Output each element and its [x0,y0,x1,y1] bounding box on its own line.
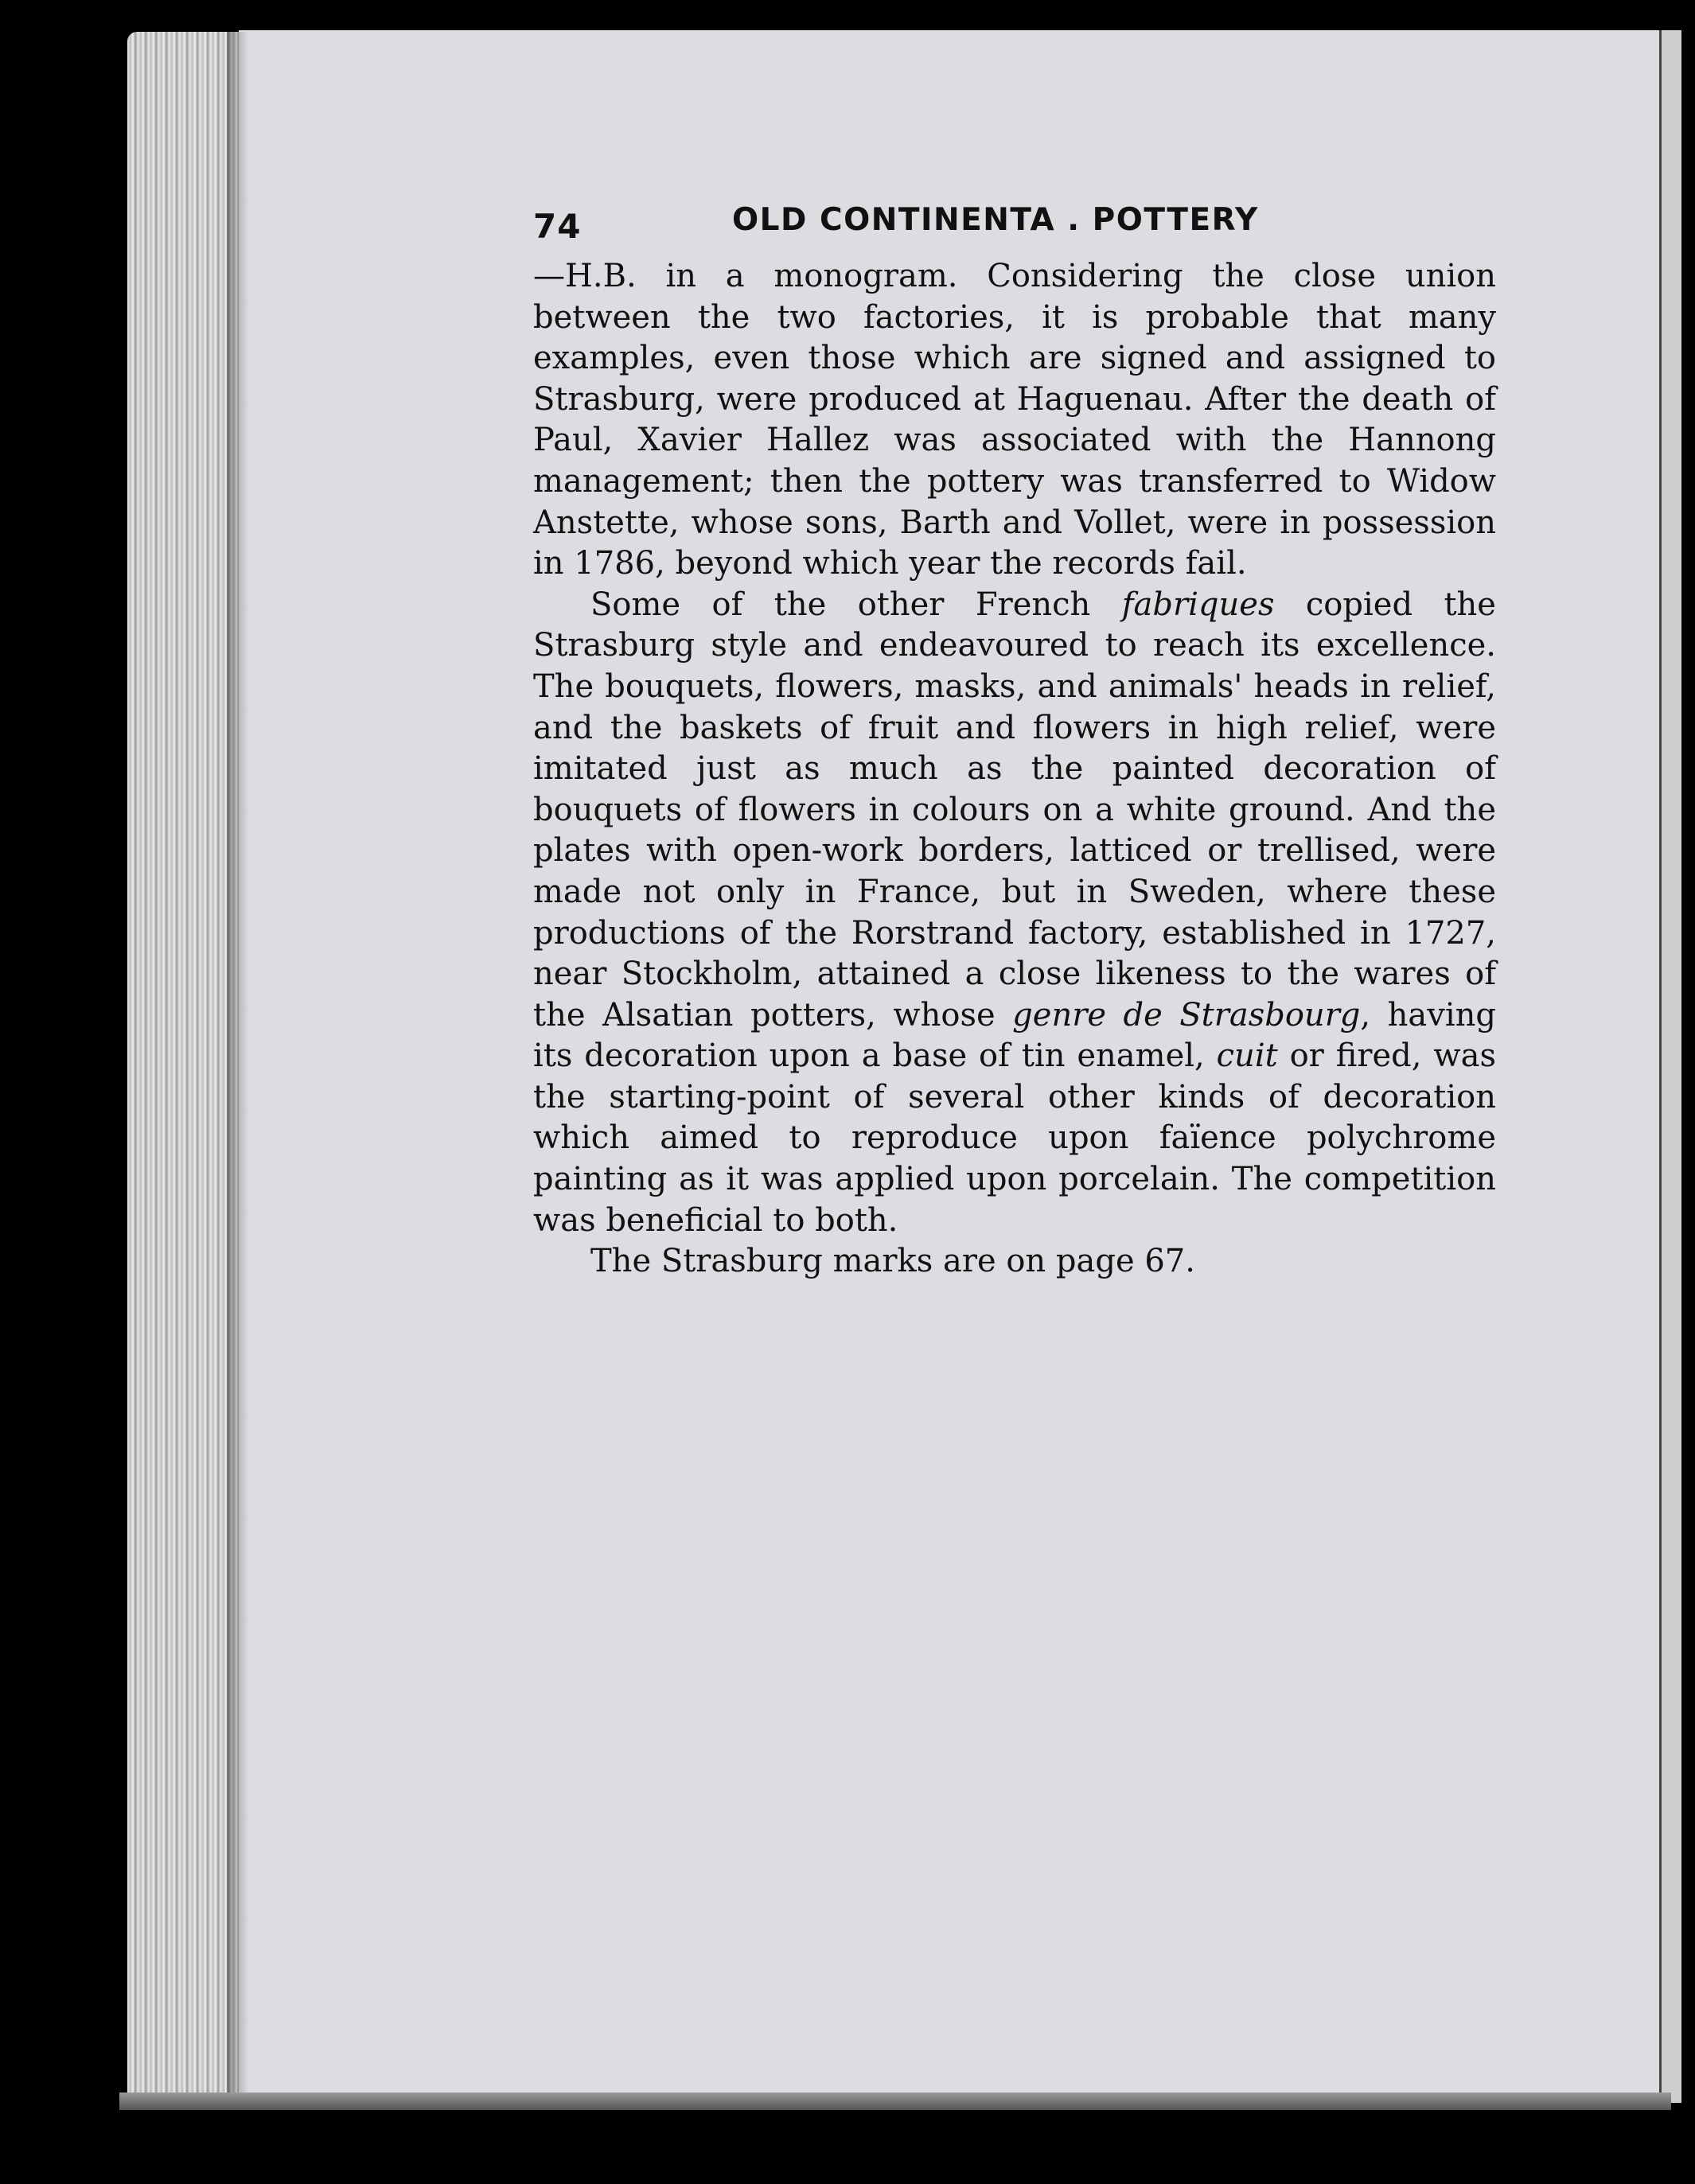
paragraph-2 [533,585,1496,1242]
paragraph-2-italic-fabriques: fabriques [1121,586,1275,623]
page-number: 74 [533,207,582,246]
paragraph-2-text-d: or fired, was the starting-point of several other kinds of decoration which aimed to reproduce upon faïence polychrome painting as it was applied upon porcelain. The competition was beneficial to both. [533,1037,1496,1239]
running-head [533,185,1496,256]
page-bottom-edge [119,2093,1671,2110]
right-page-gutter [1659,30,1681,2103]
page-edge-shadow [227,32,249,2100]
paragraph-1: —H.B. in a monogram. Considering the close union between the two factories, it is probable that many examples, even those which are signed and assigned to Strasburg, were produced at Haguenau. After the death of Paul, Xavier Hallez was associated with the Hannong management; then the pottery was transferred to Widow Anstette, whose sons, Barth and Vollet, were in possession in 1786, beyond which year the records fail. [533,258,1496,582]
paragraph-2-text-c: , having its decoration upon a base of tin enamel, [533,996,1496,1075]
paragraph-2-italic-cuit: cuit [1216,1037,1278,1075]
running-title: OLD CONTINENTA . POTTERY [732,202,1259,238]
paragraph-2-text-a: Some of the other French [590,586,1122,623]
paragraph-2-italic-genre: genre de Strasbourg [1012,996,1361,1034]
paragraph-2-text-b: copied the Strasburg style and endeavoured to reach its excellence. The bouquets, flowers, masks, and animals' heads in relief, and the baskets of fruit and flowers in high relief, were imitated just as much as the painted decoration of bouquets of flowers in colours on a white ground. And the plates with open-work borders, latticed or trellised, were made not only in France, but in Sweden, where these productions of the Rorstrand factory, established in 1727, near Stockholm, attained a close likeness to the wares of the Alsatian potters, whose [533,586,1496,1034]
text-block [533,185,1496,1283]
paragraph-3: The Strasburg marks are on page 67. [590,1243,1195,1280]
